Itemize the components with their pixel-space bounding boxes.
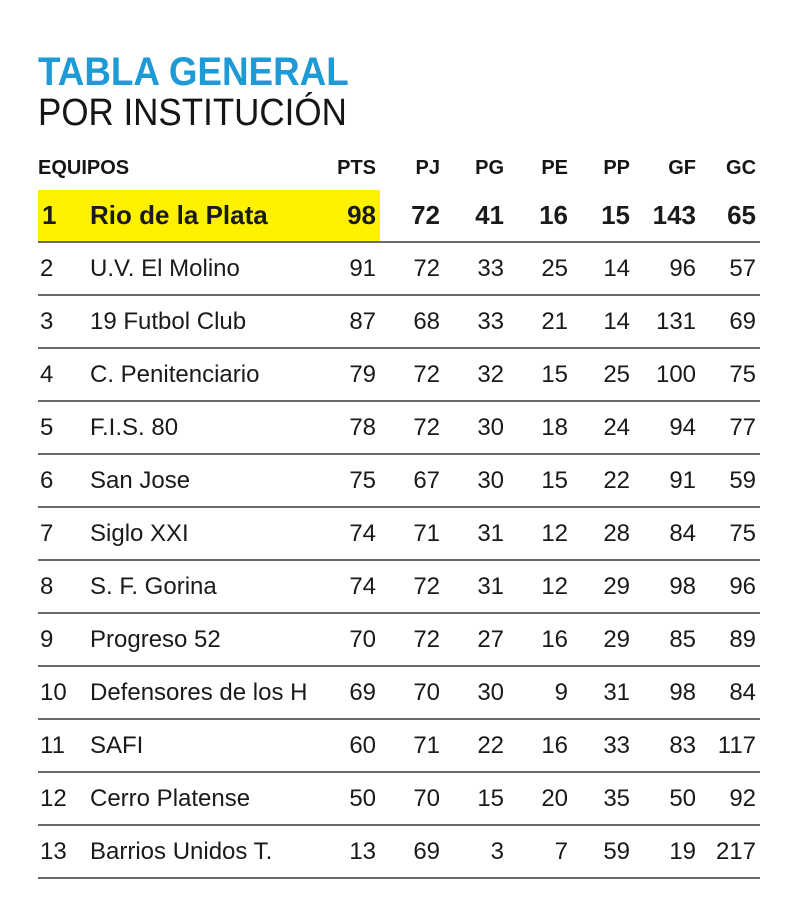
cell-team: U.V. El Molino <box>84 242 320 295</box>
cell-pts: 60 <box>320 719 380 772</box>
cell-pts: 50 <box>320 772 380 825</box>
cell-pe: 9 <box>508 666 572 719</box>
cell-pg: 30 <box>444 401 508 454</box>
cell-gc: 57 <box>700 242 760 295</box>
cell-pts: 98 <box>320 190 380 242</box>
cell-pp: 35 <box>572 772 634 825</box>
cell-team: 19 Futbol Club <box>84 295 320 348</box>
table-row <box>38 507 760 560</box>
cell-position: 3 <box>38 295 84 348</box>
cell-gf: 131 <box>634 295 700 348</box>
cell-pj: 72 <box>380 560 444 613</box>
cell-pg: 15 <box>444 772 508 825</box>
cell-pe: 18 <box>508 401 572 454</box>
table-row <box>38 772 760 825</box>
cell-pts: 74 <box>320 507 380 560</box>
cell-team: Defensores de los H <box>84 666 320 719</box>
table-header-row <box>38 146 760 190</box>
cell-gf: 143 <box>634 190 700 242</box>
cell-pe: 16 <box>508 190 572 242</box>
cell-pj: 70 <box>380 772 444 825</box>
cell-position: 13 <box>38 825 84 878</box>
cell-pts: 70 <box>320 613 380 666</box>
cell-pj: 70 <box>380 666 444 719</box>
cell-pg: 31 <box>444 507 508 560</box>
cell-position: 1 <box>38 190 84 242</box>
cell-gf: 94 <box>634 401 700 454</box>
column-header-gf: GF <box>668 156 697 179</box>
cell-pg: 30 <box>444 666 508 719</box>
cell-pe: 21 <box>508 295 572 348</box>
cell-pj: 68 <box>380 295 444 348</box>
cell-gf: 100 <box>634 348 700 401</box>
cell-pj: 71 <box>380 719 444 772</box>
column-header-pj: PJ <box>415 156 441 179</box>
cell-pp: 15 <box>572 190 634 242</box>
cell-pp: 14 <box>572 242 634 295</box>
cell-gf: 91 <box>634 454 700 507</box>
cell-pg: 33 <box>444 242 508 295</box>
table-row <box>38 242 760 295</box>
cell-position: 6 <box>38 454 84 507</box>
cell-pg: 32 <box>444 348 508 401</box>
cell-gc: 96 <box>700 560 760 613</box>
cell-gc: 75 <box>700 348 760 401</box>
cell-pts: 78 <box>320 401 380 454</box>
table-row <box>38 401 760 454</box>
standings-table <box>38 146 760 879</box>
cell-position: 7 <box>38 507 84 560</box>
cell-team: C. Penitenciario <box>84 348 320 401</box>
cell-position: 2 <box>38 242 84 295</box>
cell-pp: 29 <box>572 613 634 666</box>
cell-position: 12 <box>38 772 84 825</box>
table-row <box>38 613 760 666</box>
column-header-pg: PG <box>475 156 505 179</box>
table-row <box>38 560 760 613</box>
column-header-pe: PE <box>541 156 569 179</box>
column-header-pts: PTS <box>337 156 377 179</box>
cell-pj: 72 <box>380 613 444 666</box>
cell-gf: 83 <box>634 719 700 772</box>
cell-gc: 117 <box>700 719 760 772</box>
cell-gc: 217 <box>700 825 760 878</box>
cell-pg: 22 <box>444 719 508 772</box>
cell-pp: 24 <box>572 401 634 454</box>
cell-gc: 65 <box>700 190 760 242</box>
cell-pg: 31 <box>444 560 508 613</box>
cell-gc: 77 <box>700 401 760 454</box>
cell-pg: 30 <box>444 454 508 507</box>
cell-pp: 25 <box>572 348 634 401</box>
cell-gc: 69 <box>700 295 760 348</box>
cell-team: Cerro Platense <box>84 772 320 825</box>
cell-pts: 87 <box>320 295 380 348</box>
cell-pj: 67 <box>380 454 444 507</box>
page-subtitle: POR INSTITUCIÓN <box>38 92 347 134</box>
cell-pg: 33 <box>444 295 508 348</box>
cell-pg: 3 <box>444 825 508 878</box>
cell-pts: 75 <box>320 454 380 507</box>
cell-position: 5 <box>38 401 84 454</box>
cell-team: San Jose <box>84 454 320 507</box>
cell-team: Progreso 52 <box>84 613 320 666</box>
cell-gc: 89 <box>700 613 760 666</box>
cell-pe: 7 <box>508 825 572 878</box>
cell-gf: 50 <box>634 772 700 825</box>
cell-pj: 72 <box>380 242 444 295</box>
standings-panel <box>38 50 760 879</box>
cell-gc: 59 <box>700 454 760 507</box>
cell-pe: 16 <box>508 613 572 666</box>
cell-pj: 69 <box>380 825 444 878</box>
cell-pe: 12 <box>508 507 572 560</box>
cell-gf: 84 <box>634 507 700 560</box>
cell-position: 4 <box>38 348 84 401</box>
cell-pp: 22 <box>572 454 634 507</box>
cell-pg: 27 <box>444 613 508 666</box>
cell-team: F.I.S. 80 <box>84 401 320 454</box>
cell-pp: 33 <box>572 719 634 772</box>
table-row <box>38 666 760 719</box>
cell-pe: 25 <box>508 242 572 295</box>
cell-position: 8 <box>38 560 84 613</box>
cell-gf: 98 <box>634 560 700 613</box>
column-header-gc: GC <box>726 156 757 179</box>
table-row <box>38 295 760 348</box>
cell-position: 11 <box>38 719 84 772</box>
cell-team: Siglo XXI <box>84 507 320 560</box>
cell-pp: 31 <box>572 666 634 719</box>
cell-gf: 98 <box>634 666 700 719</box>
table-row <box>38 719 760 772</box>
cell-gc: 84 <box>700 666 760 719</box>
cell-pj: 72 <box>380 348 444 401</box>
cell-pp: 28 <box>572 507 634 560</box>
cell-pts: 13 <box>320 825 380 878</box>
cell-pj: 72 <box>380 401 444 454</box>
cell-position: 10 <box>38 666 84 719</box>
cell-pts: 74 <box>320 560 380 613</box>
cell-pe: 15 <box>508 454 572 507</box>
table-row-leader <box>38 190 760 242</box>
page-title: TABLA GENERAL <box>38 50 349 94</box>
cell-gf: 85 <box>634 613 700 666</box>
cell-gf: 96 <box>634 242 700 295</box>
cell-pe: 12 <box>508 560 572 613</box>
cell-gf: 19 <box>634 825 700 878</box>
table-row <box>38 825 760 878</box>
column-header-equipos: EQUIPOS <box>38 156 130 179</box>
cell-pg: 41 <box>444 190 508 242</box>
cell-pp: 59 <box>572 825 634 878</box>
cell-pe: 15 <box>508 348 572 401</box>
column-header-pp: PP <box>603 156 631 179</box>
cell-team: Barrios Unidos T. <box>84 825 320 878</box>
cell-gc: 92 <box>700 772 760 825</box>
cell-pts: 69 <box>320 666 380 719</box>
cell-pe: 20 <box>508 772 572 825</box>
cell-gc: 75 <box>700 507 760 560</box>
cell-position: 9 <box>38 613 84 666</box>
cell-pts: 91 <box>320 242 380 295</box>
cell-team: Rio de la Plata <box>84 190 320 242</box>
cell-pp: 29 <box>572 560 634 613</box>
table-row <box>38 348 760 401</box>
cell-team: SAFI <box>84 719 320 772</box>
cell-pp: 14 <box>572 295 634 348</box>
cell-pts: 79 <box>320 348 380 401</box>
cell-pj: 71 <box>380 507 444 560</box>
table-row <box>38 454 760 507</box>
cell-pj: 72 <box>380 190 444 242</box>
cell-team: S. F. Gorina <box>84 560 320 613</box>
cell-pe: 16 <box>508 719 572 772</box>
